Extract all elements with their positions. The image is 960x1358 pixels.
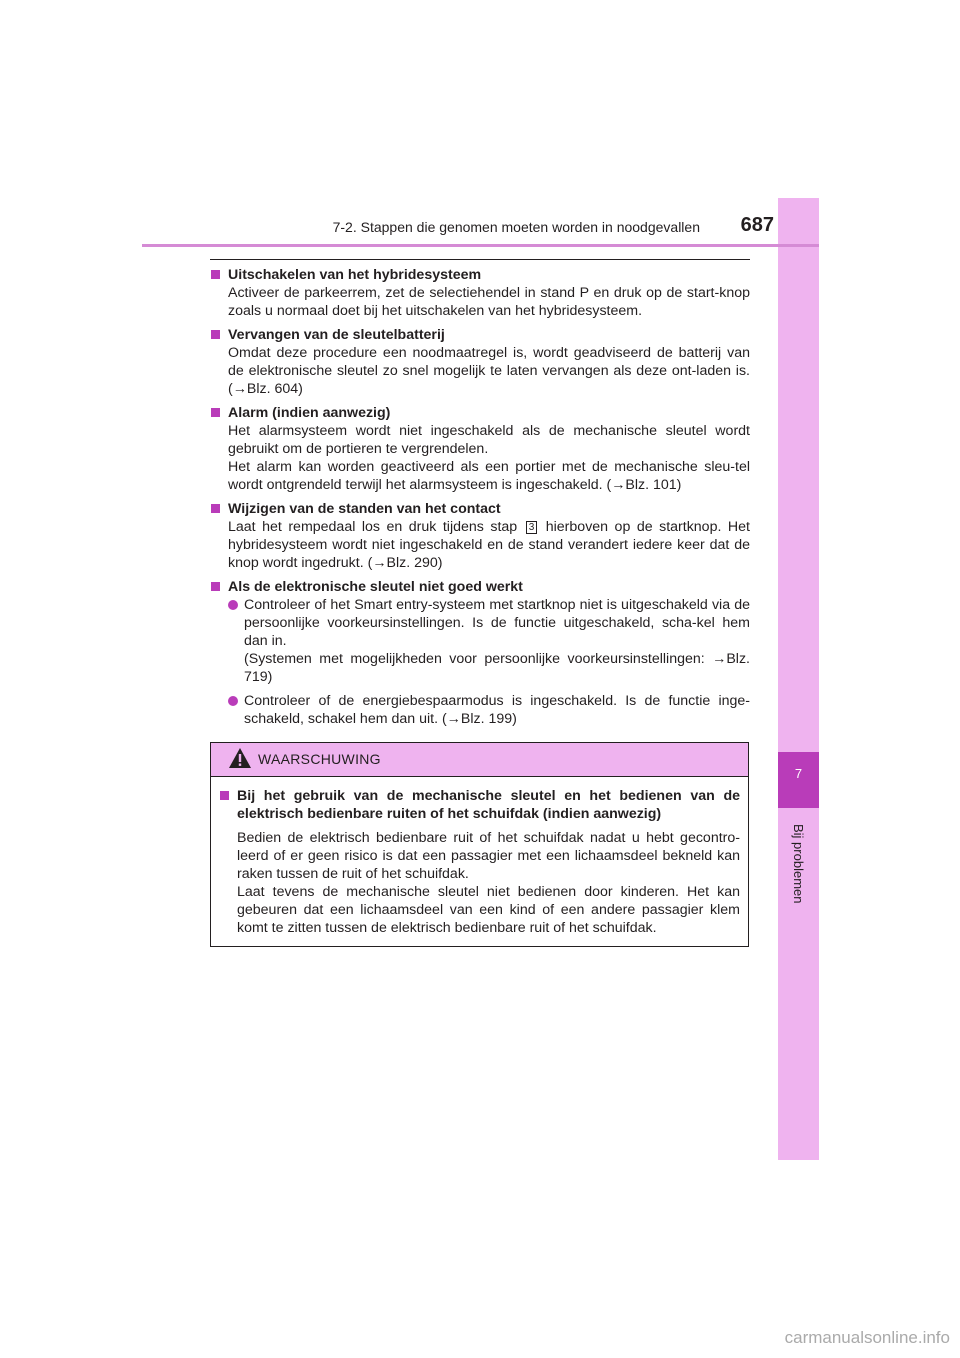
- section-shutdown: [210, 266, 750, 320]
- paragraph: Het alarmsysteem wordt niet ingeschakeld als de mechanische sleutel wordt gebruikt om de portieren te vergrendelen.: [228, 423, 750, 457]
- paragraph: Laat tevens de mechanische sleutel niet bedienen door kinderen. Het kan gebeuren dat een lichaamsdeel van een kind of een andere passagier klem komt te zitten tussen de elektrisch bedienbare ruit of het schuifdak.: [237, 884, 740, 936]
- paragraph: Het alarm kan worden geactiveerd als een portier met de mechanische sleu-tel wordt ontgrendeld terwijl het alarmsysteem is ingeschakeld. (→Blz. 101): [228, 459, 750, 493]
- round-bullet-icon: [228, 696, 238, 706]
- section-title: 7-2. Stappen die genomen moeten worden in noodgevallen: [332, 219, 700, 235]
- header-line: [142, 244, 819, 247]
- warning-heading: Bij het gebruik van de mechanische sleutel en het bedienen van de elektrisch bedienbare ruiten of het schuifdak (indien aanwezig): [219, 787, 740, 823]
- section-heading: Vervangen van de sleutelbatterij: [210, 326, 750, 344]
- square-bullet-icon: [211, 504, 220, 513]
- side-tab: [778, 198, 819, 1160]
- section-body: [210, 344, 750, 398]
- section-heading: Uitschakelen van het hybridesysteem: [210, 266, 750, 284]
- square-bullet-icon: [211, 330, 220, 339]
- warning-text: [219, 829, 740, 937]
- warning-box: [210, 742, 749, 947]
- section-heading: Alarm (indien aanwezig): [210, 404, 750, 422]
- paragraph: Activeer de parkeerrem, zet de selectiehendel in stand P en druk op de start-knop zoals u normaal doet bij het uitschakelen van het hybridesysteem.: [228, 285, 750, 319]
- list-item: Controleer of de energiebespaarmodus is ingeschakeld. Is de functie inge-schakeld, schakel hem dan uit. (→Blz. 199): [228, 692, 750, 728]
- section-body: [210, 596, 750, 728]
- square-bullet-icon: [211, 270, 220, 279]
- section-key-malfunction: [210, 578, 750, 728]
- round-bullet-icon: [228, 600, 238, 610]
- warning-header: [211, 743, 748, 777]
- section-body: [210, 422, 750, 494]
- chapter-number: 7: [778, 752, 819, 808]
- content: [210, 266, 750, 734]
- warning-triangle-icon: [228, 746, 252, 770]
- list-item: Controleer of het Smart entry-systeem met startknop niet is uitgeschakeld via de persoonlijke voorkeursinstellingen. Is de functie uitgeschakeld, scha-kel hem dan in. (Systemen met mogelijkheden voor persoonlijke voorkeursinstellingen: →Blz. 719): [228, 596, 750, 686]
- warning-body: [211, 777, 748, 937]
- section-alarm: [210, 404, 750, 494]
- square-bullet-icon: [211, 408, 220, 417]
- warning-label: WAARSCHUWING: [258, 751, 381, 767]
- top-rule: [210, 259, 750, 260]
- square-bullet-icon: [211, 582, 220, 591]
- section-body: Laat het rempedaal los en druk tijdens stap 3 hierboven op de startknop. Het hybridesysteem wordt niet ingeschakeld en de stand verandert iedere keer dat de knop wordt ingedrukt. (→Blz. 290): [228, 519, 750, 571]
- step-reference: 3: [526, 521, 538, 534]
- section-battery: [210, 326, 750, 398]
- chapter-label: Bij problemen: [791, 824, 806, 904]
- section-heading: Wijzigen van de standen van het contact: [210, 500, 750, 518]
- page-number: 687: [740, 214, 774, 236]
- footer-watermark: carmanualsonline.info: [784, 1328, 950, 1347]
- square-bullet-icon: [220, 791, 229, 800]
- paragraph: Bedien de elektrisch bedienbare ruit of het schuifdak nadat u hebt gecontro-leerd of er geen risico is dat een passagier met een lichaamsdeel bekneld kan raken tussen de ruit of het schuifdak.: [237, 830, 740, 882]
- section-ignition: [210, 500, 750, 572]
- section-heading: Als de elektronische sleutel niet goed werkt: [210, 578, 750, 596]
- paragraph: Omdat deze procedure een noodmaatregel is, wordt geadviseerd de batterij van de elektronische sleutel zo snel mogelijk te laten vervangen als deze ont-laden is. (→Blz. 604): [228, 345, 750, 397]
- section-body: [210, 284, 750, 320]
